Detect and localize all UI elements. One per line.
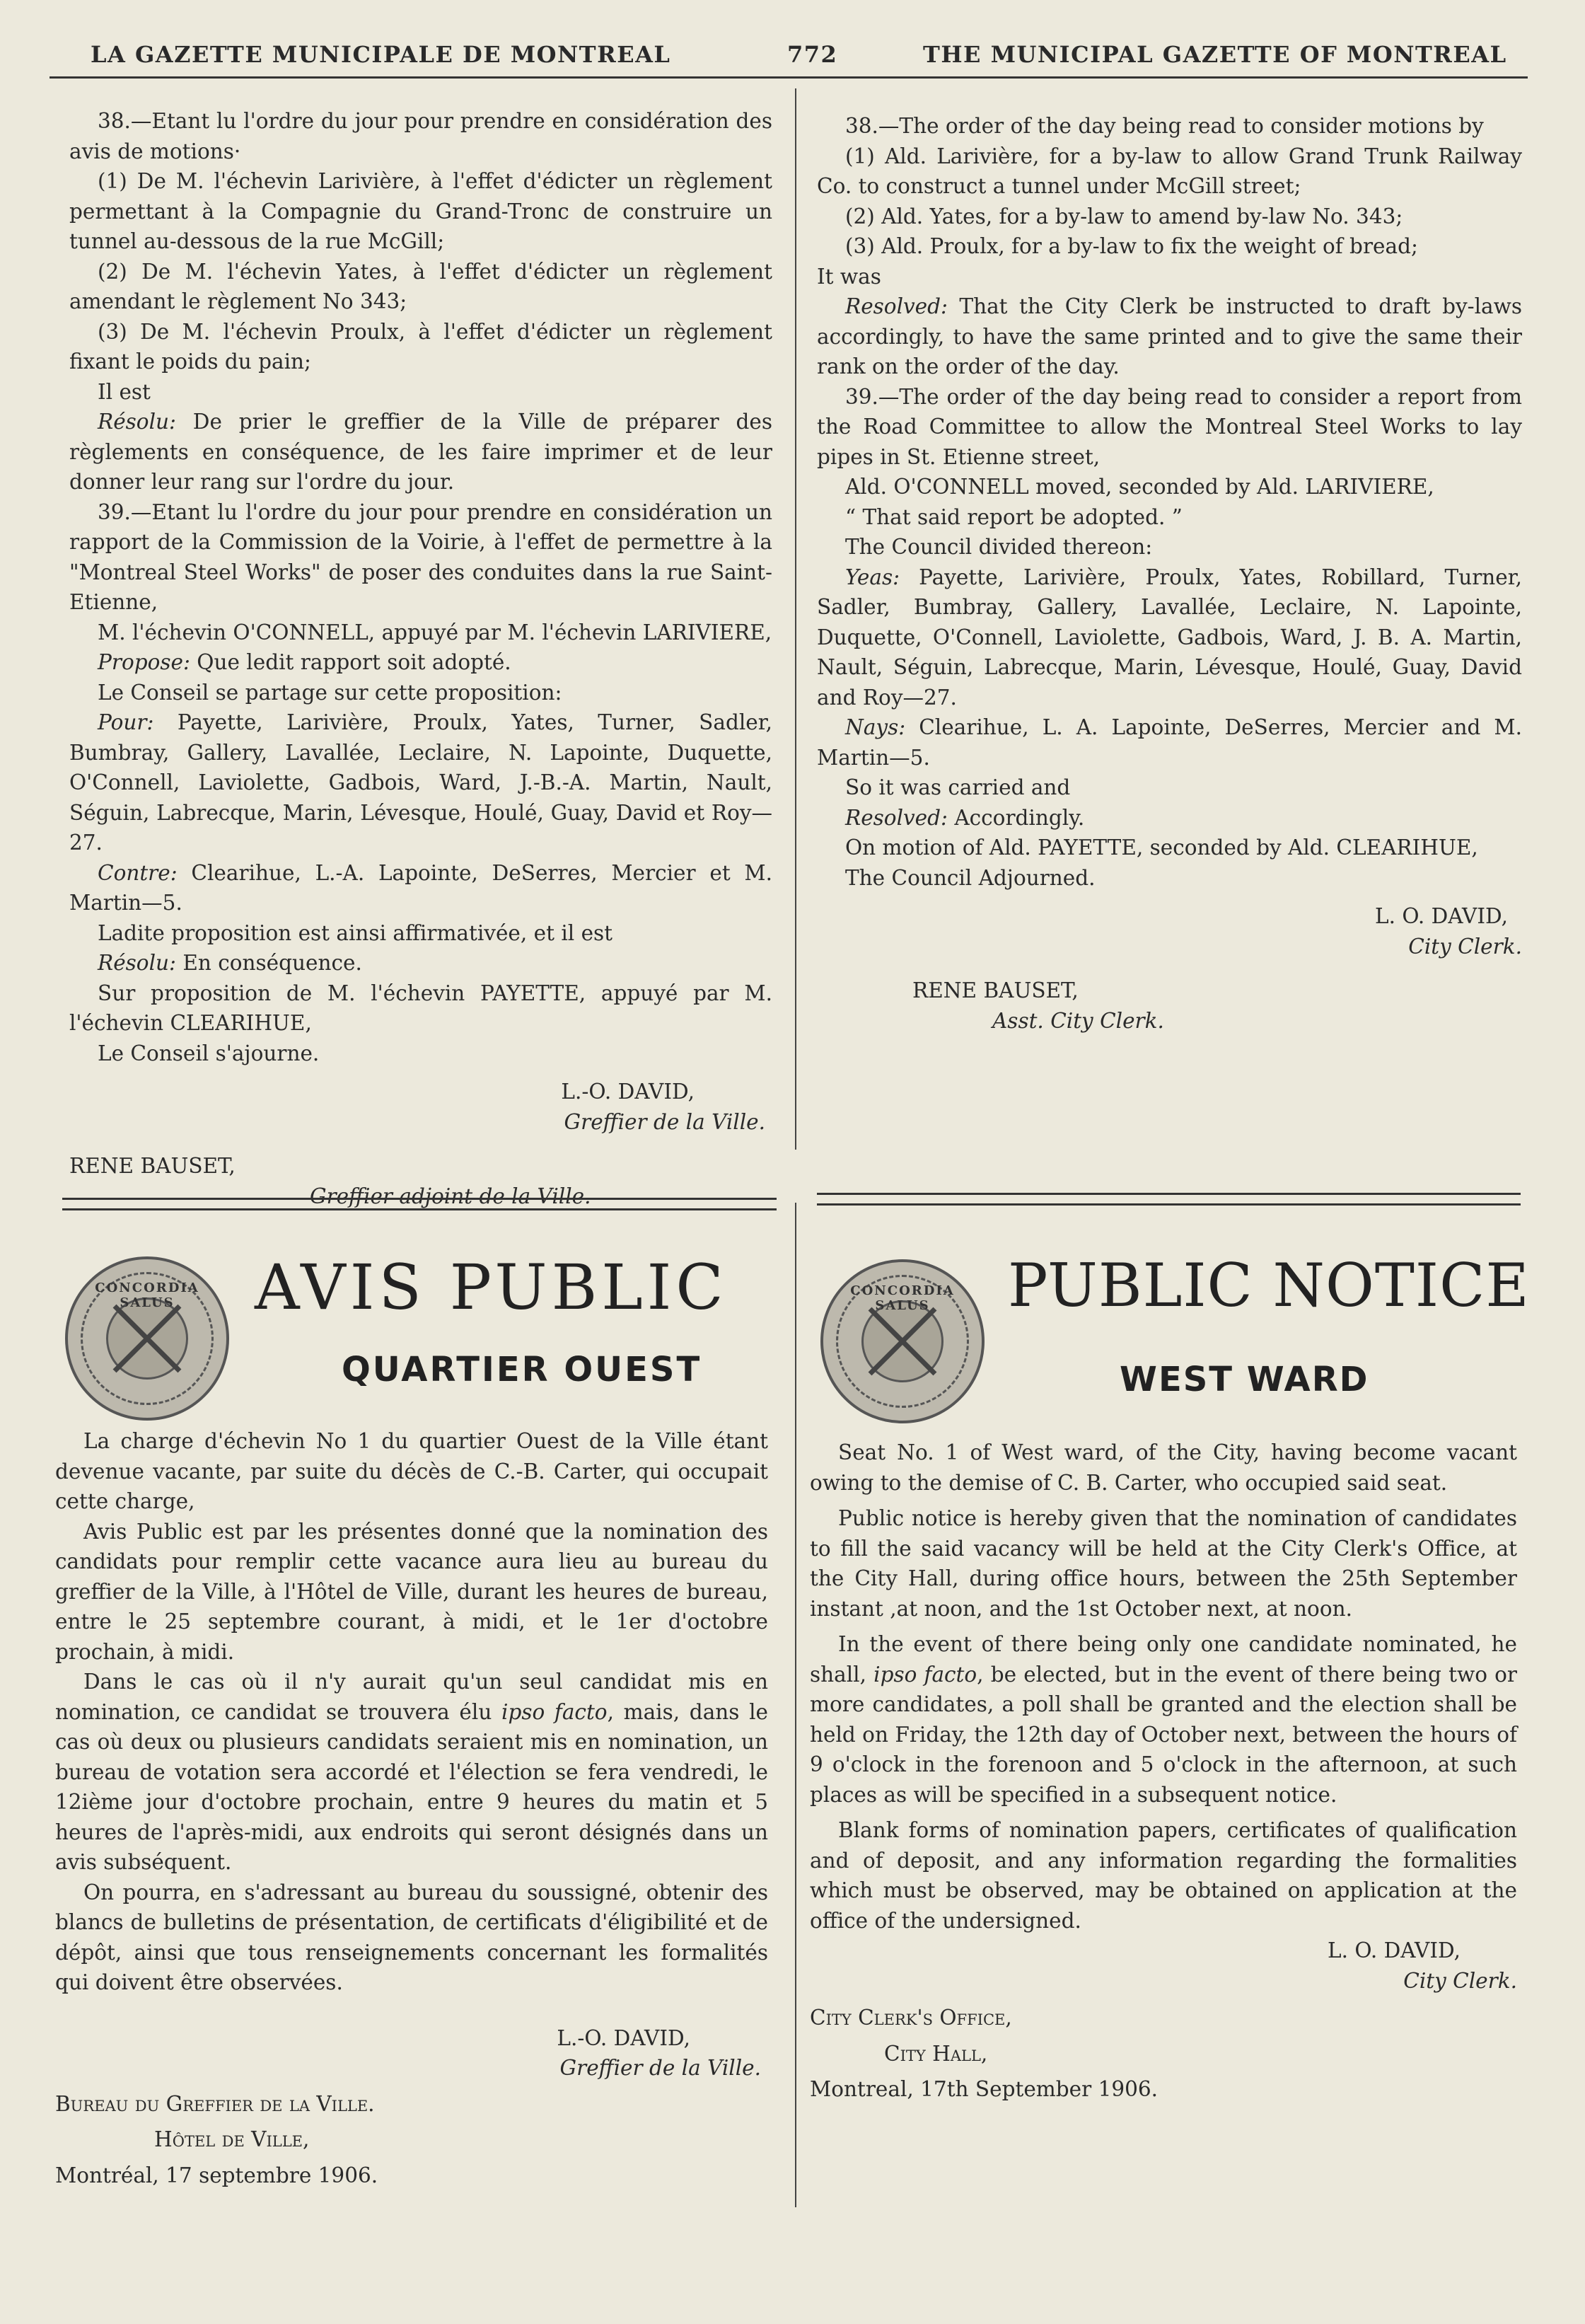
column-divider-bottom xyxy=(795,1203,796,2207)
fr-pour-text: Payette, Larivière, Proulx, Yates, Turner, Sadler, Bumbray, Gallery, Lavallée, Leclaire, N. Lapointe, Duquette, O'Connell, Laviolette, Gadbois, Ward, J.-B.-A. Martin, Nault, Séguin, Labrecque, Marin, Lévesque, Houlé, Guay, David et Roy—27. xyxy=(69,710,772,855)
page-number: 772 xyxy=(787,41,838,68)
english-minutes xyxy=(817,111,1522,1036)
city-seal-right xyxy=(820,1259,985,1423)
en-proposal: “ That said report be adopted. ” xyxy=(845,504,1183,529)
en-resolved2-label: Resolved: xyxy=(845,805,948,830)
fr-pour-label: Pour: xyxy=(98,710,154,734)
fr-division: Le Conseil se partage sur cette proposition: xyxy=(98,680,562,705)
en-adjourn: The Council Adjourned. xyxy=(845,865,1096,890)
avis-office: Bureau du Greffier de la Ville. xyxy=(55,2091,375,2116)
en-signature-title: City Clerk. xyxy=(1408,934,1522,959)
en-item-38: 38.—The order of the day being read to consider motions by xyxy=(845,114,1484,138)
en-division: The Council divided thereon: xyxy=(845,535,1153,559)
header-right: THE MUNICIPAL GAZETTE OF MONTREAL xyxy=(923,41,1507,68)
notice-p3c: , be elected, but in the event of there being two or more candidates, a poll shall be granted and the election shall be held on Friday, the 12th day of October next, between the hours of 9 o'clock in the forenoon and 5 o'clock in the afternoon, at such places as will be specified in a subsequent notice. xyxy=(810,1662,1517,1807)
avis-date: Montréal, 17 septembre 1906. xyxy=(55,2163,378,2187)
fr-contre-text: Clearihue, L.-A. Lapointe, DeSerres, Mercier et M. Martin—5. xyxy=(69,860,772,915)
notice-date: Montreal, 17th September 1906. xyxy=(810,2077,1159,2101)
en-nays-text: Clearihue, L. A. Lapointe, DeSerres, Mercier and M. Martin—5. xyxy=(817,715,1522,770)
fr-mover: M. l'échevin O'CONNELL, appuyé par M. l'échevin LARIVIERE, xyxy=(98,620,772,644)
fr-propose-label: Propose: xyxy=(98,650,190,674)
header-left: LA GAZETTE MUNICIPALE DE MONTREAL xyxy=(91,41,671,68)
avis-p2: Avis Public est par les présentes donné que la nomination des candidats pour remplir cette vacance aura lieu au bureau du greffier de la Ville, à l'Hôtel de Ville, durant les heures de bureau, entre le 25 septembre courant, à midi, et le 1er d'octobre prochain, à midi. xyxy=(55,1519,768,1664)
notice-p3a: In the event of there being only one candidate nominated, he shall, xyxy=(810,1632,1517,1687)
en-yeas-label: Yeas: xyxy=(845,565,900,589)
fr-adjourn-motion: Sur proposition de M. l'échevin PAYETTE, appuyé par M. l'échevin CLEARIHUE, xyxy=(69,981,772,1035)
en-assistant-title: Asst. City Clerk. xyxy=(992,1008,1164,1033)
en-carried: So it was carried and xyxy=(845,775,1071,799)
notice-signature-name: L. O. DAVID, xyxy=(1328,1938,1461,1962)
en-it-was: It was xyxy=(817,264,881,289)
avis-p4: On pourra, en s'adressant au bureau du soussigné, obtenir des blancs de bulletins de présentation, de certificats d'éligibilité et de dépôt, ainsi que tous renseignements concernant les formalités qui doivent être observées. xyxy=(55,1880,768,1994)
avis-public-subtitle: QUARTIER OUEST xyxy=(342,1350,702,1389)
en-signature-name: L. O. DAVID, xyxy=(1375,904,1508,928)
fr-resolu2-label: Résolu: xyxy=(98,951,176,975)
en-resolved2-text: Accordingly. xyxy=(947,805,1085,830)
en-motion-1: (1) Ald. Larivière, for a by-law to allow Grand Trunk Railway Co. to construct a tunnel under McGill street; xyxy=(817,144,1522,198)
fr-proposal xyxy=(69,647,772,678)
fr-assistant-name: RENE BAUSET, xyxy=(69,1154,236,1178)
notice-p2: Public notice is hereby given that the nomination of candidates to fill the said vacancy will be held at the City Clerk's Office, at the City Hall, during office hours, between the 25th September instant ,at noon, and the 1st October next, at noon. xyxy=(810,1506,1517,1621)
en-nays-label: Nays: xyxy=(845,715,906,739)
fr-resolu-label: Résolu: xyxy=(98,410,176,434)
en-adjourn-motion: On motion of Ald. PAYETTE, seconded by Ald. CLEARIHUE, xyxy=(845,836,1478,860)
notice-p3b: ipso facto xyxy=(873,1662,977,1687)
avis-p3b: ipso facto xyxy=(501,1699,608,1724)
fr-resolu-text: De prier le greffier de la Ville de préparer des règlements en conséquence, de les faire imprimer et de leur donner leur rang sur l'ordre du jour. xyxy=(69,410,772,494)
public-notice-title: PUBLIC NOTICE xyxy=(1008,1251,1530,1320)
notice-signature-title: City Clerk. xyxy=(1403,1968,1517,1993)
avis-signature-name: L.-O. DAVID, xyxy=(557,2025,690,2050)
avis-public-title: AVIS PUBLIC xyxy=(255,1251,728,1324)
avis-public-body xyxy=(55,1426,768,2190)
fr-propose-text: Que ledit rapport soit adopté. xyxy=(190,650,511,674)
public-notice-body xyxy=(810,1438,1517,2105)
avis-signature-title: Greffier de la Ville. xyxy=(559,2056,761,2080)
fr-votes-for xyxy=(69,707,772,858)
fr-il-est: Il est xyxy=(98,379,151,404)
en-resolved-label: Resolved: xyxy=(845,294,948,318)
fr-assistant-title: Greffier adjoint de la Ville. xyxy=(310,1184,591,1208)
fr-signature-name: L.-O. DAVID, xyxy=(561,1080,695,1104)
en-assistant-name: RENE BAUSET, xyxy=(912,978,1079,1002)
en-resolved-2 xyxy=(817,803,1522,833)
en-motion-2: (2) Ald. Yates, for a by-law to amend by-law No. 343; xyxy=(845,204,1403,229)
en-item-39: 39.—The order of the day being read to consider a report from the Road Committee to allow the Montreal Steel Works to lay pipes in St. Etienne street, xyxy=(817,384,1522,469)
en-mover: Ald. O'CONNELL moved, seconded by Ald. LARIVIERE, xyxy=(845,475,1434,499)
avis-city-hall: Hôtel de Ville, xyxy=(154,2127,310,2151)
seal-motto: CONCORDIA SALUS xyxy=(95,1280,199,1310)
en-nays xyxy=(817,712,1522,773)
notice-p4: Blank forms of nomination papers, certificates of qualification and of deposit, and any information regarding the formalities which must be observed, may be obtained on application at the office of the undersigned. xyxy=(810,1818,1517,1933)
avis-p3 xyxy=(55,1667,768,1878)
city-seal-left xyxy=(65,1256,229,1421)
french-minutes xyxy=(69,106,772,1211)
column-divider-top xyxy=(795,88,796,1150)
fr-contre-label: Contre: xyxy=(98,860,178,885)
notice-office: City Clerk's Office, xyxy=(810,2006,1012,2030)
fr-resolution xyxy=(69,407,772,497)
fr-signature-title: Greffier de la Ville. xyxy=(564,1109,765,1134)
avis-p3c: , mais, dans le cas où deux ou plusieurs candidats seraient mis en nomination, un bureau de votation sera accordé et l'élection se fera vendredi, le 12ième jour d'octobre prochain, entre 9 heures du matin et 5 heures de l'après-midi, aux endroits qui seront désignés dans un avis subséquent. xyxy=(55,1699,768,1874)
en-yeas-text: Payette, Larivière, Proulx, Yates, Robillard, Turner, Sadler, Bumbray, Gallery, Lavallée, Leclaire, N. Lapointe, Duquette, O'Connell, Laviolette, Gadbois, Ward, J. B. A. Martin, Nault, Séguin, Labrecque, Marin, Lévesque, Houlé, Guay, David and Roy—27. xyxy=(817,565,1522,710)
fr-resolu2-text: En conséquence. xyxy=(175,951,362,975)
avis-p1: La charge d'échevin No 1 du quartier Ouest de la Ville étant devenue vacante, par suite du décès de C.-B. Carter, qui occupait cette charge, xyxy=(55,1429,768,1513)
en-motion-3: (3) Ald. Proulx, for a by-law to fix the weight of bread; xyxy=(845,234,1418,258)
fr-item-39: 39.—Etant lu l'ordre du jour pour prendre en considération un rapport de la Commission de la Voirie, à l'effet de permettre à la "Montreal Steel Works" de poser des conduites dans la rue Saint-Etienne, xyxy=(69,499,772,614)
separator-right xyxy=(817,1193,1521,1206)
fr-resolved xyxy=(69,948,772,978)
fr-adjourn: Le Conseil s'ajourne. xyxy=(98,1041,320,1065)
fr-motion-2: (2) De M. l'échevin Yates, à l'effet d'édicter un règlement amendant le règlement No 343; xyxy=(69,259,772,313)
notice-city-hall: City Hall, xyxy=(884,2041,988,2066)
notice-p1: Seat No. 1 of West ward, of the City, having become vacant owing to the demise of C. B. Carter, who occupied said seat. xyxy=(810,1440,1517,1495)
notice-p3 xyxy=(810,1629,1517,1810)
avis-p3a: Dans le cas où il n'y aurait qu'un seul candidat mis en nomination, ce candidat se trouvera élu xyxy=(55,1670,768,1724)
fr-item-38: 38.—Etant lu l'ordre du jour pour prendre en considération des avis de motions· xyxy=(69,109,772,163)
fr-carried: Ladite proposition est ainsi affirmativée, et il est xyxy=(98,920,613,945)
en-yeas xyxy=(817,562,1522,713)
public-notice-subtitle: WEST WARD xyxy=(1120,1360,1369,1399)
separator-left xyxy=(62,1198,777,1210)
fr-motion-3: (3) De M. l'échevin Proulx, à l'effet d'édicter un règlement fixant le poids du pain; xyxy=(69,319,772,374)
header-rule xyxy=(50,76,1528,79)
en-resolved-text: That the City Clerk be instructed to draft by-laws accordingly, to have the same printed and to give the same their rank on the order of the day. xyxy=(817,294,1522,378)
fr-motion-1: (1) De M. l'échevin Larivière, à l'effet d'édicter un règlement permettant à la Compagnie du Grand-Tronc de construire un tunnel au-dessous de la rue McGill; xyxy=(69,169,772,253)
seal-motto: CONCORDIA SALUS xyxy=(850,1283,955,1313)
fr-votes-against xyxy=(69,858,772,918)
en-resolution xyxy=(817,291,1522,382)
